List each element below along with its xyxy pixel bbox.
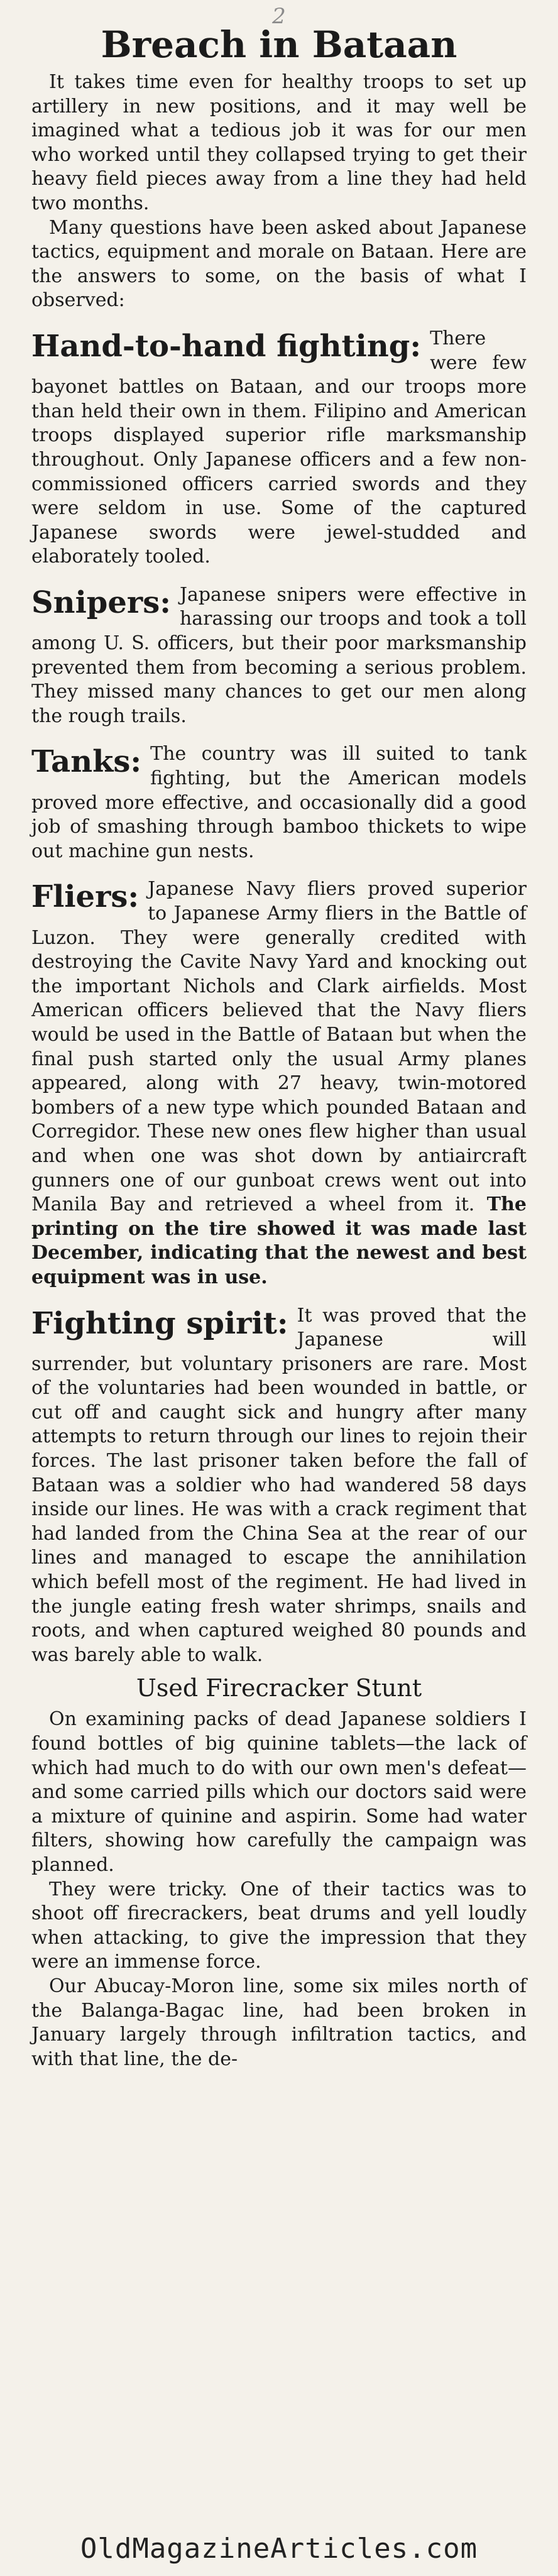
section-text-bold: The printing on the tire showed it was made last December, indicating that the newest and best equipment was in use. bbox=[31, 1193, 527, 1288]
section-fliers bbox=[31, 877, 527, 1290]
article-title: Breach in Bataan bbox=[101, 23, 457, 66]
section-text: Japanese snipers were effective in harassing our troops and took a toll among U. S. officers, but their poor marksmanship prevented them from becoming a serious problem. They missed many chances to get our men along the rough trails. bbox=[31, 583, 527, 727]
intro-paragraph-2: Many questions have been asked about Japanese tactics, equipment and morale on Bataan. Here are the answers to some, on the basis of what I observed: bbox=[31, 216, 527, 312]
section-heading: Hand-to-hand fighting: bbox=[31, 328, 422, 364]
subheading: Used Firecracker Stunt bbox=[136, 1674, 422, 1702]
closing-paragraph-2: They were tricky. One of their tactics was to shoot off firecrackers, beat drums and yell loudly when attacking, to give the impression that they were an immense force. bbox=[31, 1878, 527, 1973]
site-footer: OldMagazineArticles.com bbox=[80, 2533, 478, 2565]
section-snipers bbox=[31, 583, 527, 729]
section-text-main: Japanese Navy fliers proved superior to Japanese Army fliers in the Battle of Luzon. They were generally credited with destroying the Cavite Navy Yard and knocking out the important Nichols and Clark airfields. Most American officers believed that the Navy fliers would be used in the Battle of Bataan but when the final push started only the usual Army planes appeared, along with 27 heavy, twin-motored bombers of a new type which pounded Bataan and Corregidor. These new ones flew higher than usual and when one was shot down by antiaircraft gunners one of our gunboat crews went out into Manila Bay and retrieved a wheel from it. bbox=[31, 878, 527, 1216]
section-tanks bbox=[31, 742, 527, 863]
section-text: It was proved that the Japanese will surrender, but voluntary prisoners are rare. Most of the voluntaries had been wounded in battle, or cut off and caught sick and hungry after many attempts to return through our lines to rejoin their forces. The last prisoner taken before the fall of Bataan was a soldier who had wandered 58 days inside our lines. He was with a crack regiment that had landed from the China Sea at the rear of our lines and managed to escape the annihilation which befell most of the regiment. He had lived in the jungle eating fresh water shrimps, snails and roots, and when captured weighed 80 pounds and was barely able to walk. bbox=[31, 1304, 527, 1666]
section-text bbox=[31, 877, 527, 1290]
page-number: 2 bbox=[272, 4, 286, 29]
section-text: The country was ill suited to tank fighting, but the American models proved more effective, and occasionally did a good job of smashing through bamboo thickets to wipe out machine gun nests. bbox=[31, 743, 527, 862]
closing-paragraph-3: Our Abucay-Moron line, some six miles north of the Balanga-Bagac line, had been broken in January largely through infiltration tactics, and with that line, the de- bbox=[31, 1975, 527, 2070]
section-heading: Tanks: bbox=[31, 744, 142, 780]
section-heading: Fighting spirit: bbox=[31, 1305, 288, 1341]
section-fighting-spirit bbox=[31, 1304, 527, 1668]
section-text: There were few bayonet battles on Bataan, and our troops more than held their own in them. Filipino and American troops displayed superior rifle marksmanship throughout. Only Japanese officers and a few non-commissioned officers carried swords and they were seldom in use. Some of the captured Japanese swords were jewel-studded and elaborately tooled. bbox=[31, 327, 527, 568]
section-heading: Fliers: bbox=[31, 879, 140, 915]
intro-paragraph-1: It takes time even for healthy troops to set up artillery in new positions, and it may well be imagined what a tedious job it was for our men who worked until they collapsed trying to get their heavy field pieces away from a line they had held two months. bbox=[31, 71, 527, 214]
closing-paragraph-1: On examining packs of dead Japanese soldiers I found bottles of big quinine tablets—the lack of which had much to do with our own men's defeat—and some carried pills which our doctors said were a mixture of quinine and aspirin. Some had water filters, showing how carefully the campaign was planned. bbox=[31, 1708, 527, 1876]
section-heading: Snipers: bbox=[31, 584, 171, 620]
section-hand-to-hand bbox=[31, 327, 527, 569]
